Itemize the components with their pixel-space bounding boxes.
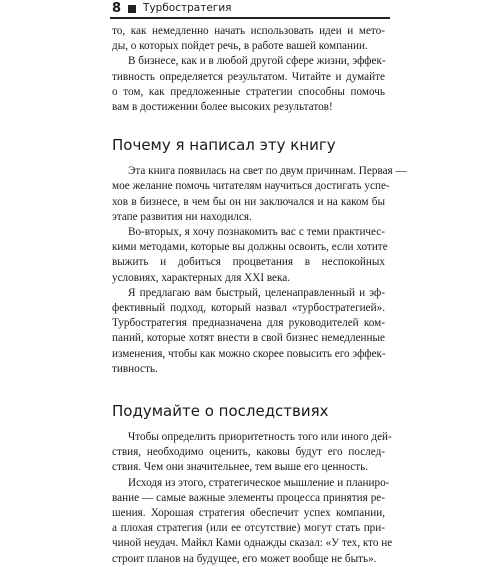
text-line: то, как немедленно начать использовать идеи и мето-: [112, 25, 385, 37]
text-line: Я предлагаю вам быстрый, целенаправленный и эф-: [128, 286, 385, 299]
text-line: тивность определяется результатом. Читайте и думайте: [112, 70, 385, 83]
text-line: вам в достижении более высоких результатов!: [112, 101, 333, 114]
text-line: Чтобы определить приоритетность того или иного дей-: [128, 431, 392, 444]
text-line: кими методами, которые вы должны освоить, если хотите: [112, 241, 388, 254]
text-line: Исходя из этого, стратегическое мышление и планиро-: [128, 476, 390, 489]
text-line: чиной неудач. Майкл Ками однажды сказал: «У тех, кто не: [112, 537, 393, 550]
text-line: хов в бизнесе, в чем бы он ни заключался и на каком бы: [112, 195, 385, 208]
paragraph: [112, 164, 407, 225]
text-line: В бизнесе, как и в любой другой сфере жизни, эффек-: [128, 55, 386, 68]
page-number: 8: [112, 1, 122, 16]
text-line: о том, как предложенные стратегии способны помочь: [112, 85, 385, 98]
section-heading: Подумайте о последствиях: [112, 402, 329, 421]
square-bullet-icon: [128, 5, 136, 13]
paragraph: [112, 430, 392, 476]
header-rule: [110, 17, 390, 19]
text-line: выжить и добиться процветания в неспокойных: [112, 256, 385, 269]
text-line: шения. Хорошая стратегия обеспечит успех компании,: [112, 507, 385, 520]
text-line: Во-вторых, я хочу познакомить вас с теми практичес-: [128, 226, 385, 239]
paragraph: [112, 476, 393, 567]
text-line: строит планов на будущее, его может вообще не быть».: [112, 552, 377, 565]
section-heading: Почему я написал эту книгу: [112, 136, 336, 155]
text-line: фективный подход, который назвал «турбостратегией».: [112, 302, 385, 315]
paragraph: [112, 286, 385, 377]
text-line: ды, о которых пойдет речь, в работе вашей компании.: [112, 40, 368, 53]
paragraph: [112, 54, 385, 115]
text-line: а плохая стратегия (или ее отсутствие) могут стать при-: [112, 522, 385, 535]
text-line: мое желание помочь читателям научиться достигать успе-: [112, 180, 390, 193]
text-line: ствия, необходимо оценить, каковы будут его послед-: [112, 446, 385, 459]
text-line: ствия. Чем они значительнее, тем выше его ценность.: [112, 461, 369, 474]
text-line: вание — самые важные элементы процесса принятия ре-: [112, 491, 385, 504]
running-title: Турбостратегия: [143, 2, 232, 14]
running-header: [112, 0, 231, 17]
text-line: Турбостратегия предназначена для руководителей ком-: [112, 317, 385, 330]
text-line: паний, которые хотят внести в свой бизнес немедленные: [112, 332, 385, 345]
text-line: тивность.: [112, 362, 158, 375]
page-body: [112, 24, 407, 567]
text-line: этапе развития ни находился.: [112, 210, 252, 223]
text-line: изменения, чтобы как можно скорее повысить его эффек-: [112, 347, 386, 360]
paragraph: [112, 225, 388, 286]
text-line: Эта книга появилась на свет по двум причинам. Первая —: [128, 165, 407, 178]
text-line: условиях, характерных для XXI века.: [112, 271, 291, 284]
paragraph: [112, 24, 385, 54]
